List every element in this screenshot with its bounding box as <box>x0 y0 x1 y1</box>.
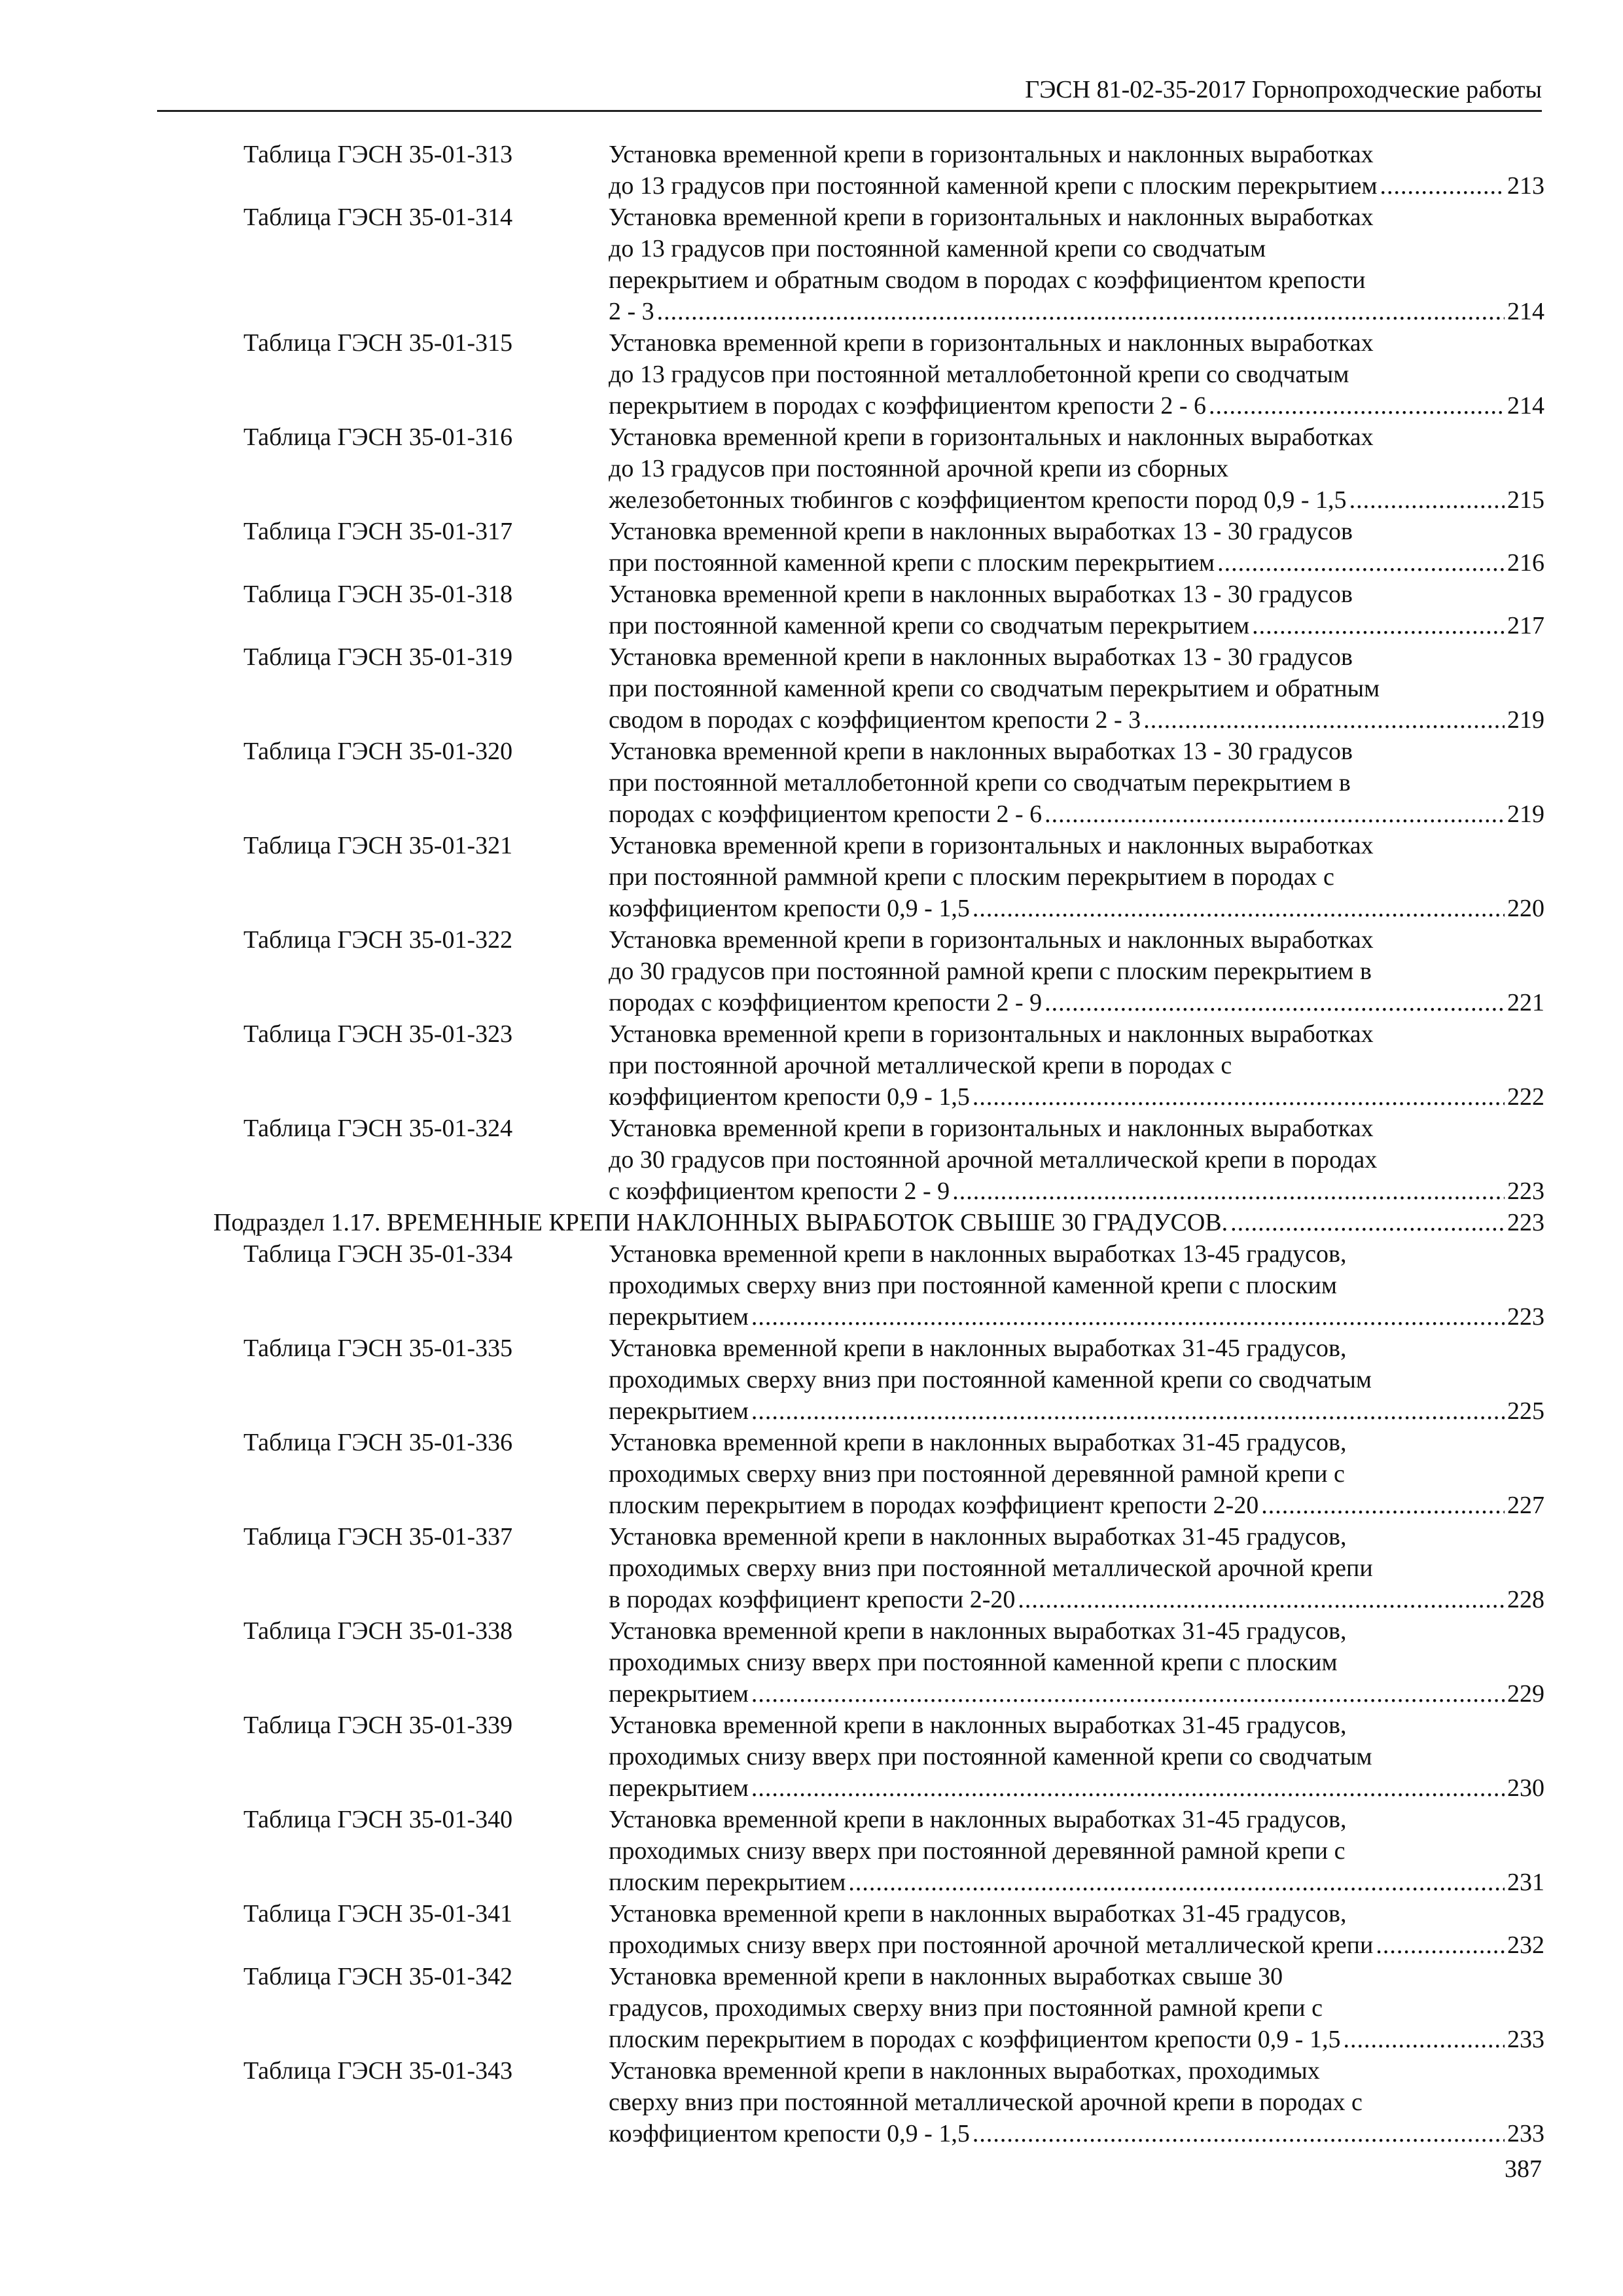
entry-text-line: перекрытием <box>609 1774 749 1802</box>
toc-entry[interactable] <box>0 1113 1623 1207</box>
entry-label: Таблица ГЭСН 35-01-338 <box>243 1617 513 1645</box>
entry-label: Таблица ГЭСН 35-01-319 <box>243 643 513 671</box>
dot-leader <box>1044 798 1505 830</box>
toc-entry[interactable] <box>0 641 1623 736</box>
entry-description <box>609 1521 1544 1615</box>
entry-description <box>609 1018 1544 1113</box>
toc-entry[interactable] <box>0 516 1623 579</box>
entry-label: Таблица ГЭСН 35-01-317 <box>243 518 513 545</box>
entry-page-number: 227 <box>1507 1492 1544 1519</box>
entry-description <box>609 1804 1544 1898</box>
toc-entry[interactable] <box>0 202 1623 327</box>
entry-label: Таблица ГЭСН 35-01-318 <box>243 581 513 608</box>
dot-leader <box>751 1395 1505 1427</box>
entry-text-line: Установка временной крепи в горизонтальных и наклонных выработках <box>609 423 1374 451</box>
entry-last-line <box>609 610 1544 641</box>
toc-entry[interactable] <box>0 1710 1623 1804</box>
entry-description <box>609 924 1544 1018</box>
entry-text-line: Установка временной крепи в наклонных выработках 31-45 градусов, <box>609 1429 1347 1456</box>
entry-text-line: плоским перекрытием в породах коэффициент крепости 2-20 <box>609 1492 1259 1519</box>
entry-last-line <box>609 170 1544 202</box>
entry-page-number: 231 <box>1507 1869 1544 1896</box>
entry-last-line <box>609 2024 1544 2055</box>
entry-text-line: Установка временной крепи в наклонных выработках 31-45 градусов, <box>609 1523 1347 1551</box>
entry-text-line: перекрытием <box>609 1303 749 1331</box>
entry-description <box>609 422 1544 516</box>
entry-text-line: Установка временной крепи в наклонных выработках 13 - 30 градусов <box>609 738 1353 765</box>
entry-last-line <box>609 1301 1544 1333</box>
toc-entry[interactable] <box>0 1333 1623 1427</box>
entry-text-line: плоским перекрытием в породах с коэффициентом крепости 0,9 - 1,5 <box>609 2026 1341 2053</box>
toc-entry[interactable] <box>0 1521 1623 1615</box>
entry-text-line: при постоянной металлобетонной крепи со сводчатым перекрытием в <box>609 769 1351 797</box>
entry-text-line: при постоянной каменной крепи с плоским перекрытием <box>609 549 1215 577</box>
entry-label: Таблица ГЭСН 35-01-340 <box>243 1806 513 1833</box>
entry-text-line: проходимых сверху вниз при постоянной каменной крепи со сводчатым <box>609 1366 1372 1393</box>
dot-leader <box>1349 484 1505 516</box>
dot-leader <box>751 1678 1505 1710</box>
toc-group-a <box>0 139 1623 1207</box>
dot-leader <box>751 1301 1505 1333</box>
dot-leader <box>1044 987 1505 1018</box>
entry-label: Таблица ГЭСН 35-01-334 <box>243 1240 513 1268</box>
entry-text-line: Установка временной крепи в горизонтальных и наклонных выработках <box>609 204 1374 231</box>
entry-text-line: Установка временной крепи в наклонных выработках 31-45 градусов, <box>609 1806 1347 1833</box>
entry-text-line: Установка временной крепи в горизонтальных и наклонных выработках <box>609 926 1374 954</box>
entry-text-line: сверху вниз при постоянной металлической арочной крепи в породах с <box>609 2089 1363 2116</box>
entry-last-line <box>609 1490 1544 1521</box>
entry-text-line: проходимых снизу вверх при постоянной каменной крепи с плоским <box>609 1649 1338 1676</box>
entry-description <box>609 1427 1544 1521</box>
dot-leader <box>1343 2024 1505 2055</box>
entry-text-line: Установка временной крепи в наклонных выработках 31-45 градусов, <box>609 1617 1347 1645</box>
entry-text-line: проходимых снизу вверх при постоянной деревянной рамной крепи с <box>609 1837 1346 1865</box>
entry-last-line <box>609 2118 1544 2149</box>
toc-entry[interactable] <box>0 830 1623 924</box>
entry-description <box>609 579 1544 641</box>
header-title: ГЭСН 81-02-35-2017 Горнопроходческие работы <box>1025 76 1542 103</box>
entry-text-line: Установка временной крепи в горизонтальных и наклонных выработках <box>609 1020 1374 1048</box>
entry-page-number: 214 <box>1507 298 1544 325</box>
dot-leader <box>1217 547 1505 579</box>
entry-label: Таблица ГЭСН 35-01-342 <box>243 1963 513 1990</box>
entry-page-number: 219 <box>1507 800 1544 828</box>
entry-last-line <box>609 987 1544 1018</box>
subsection-page: 223 <box>1507 1209 1544 1236</box>
entry-page-number: 216 <box>1507 549 1544 577</box>
toc-group-b <box>0 1238 1623 2149</box>
toc-entry[interactable] <box>0 1615 1623 1710</box>
entry-text-line: градусов, проходимых сверху вниз при постоянной рамной крепи с <box>609 1994 1323 2022</box>
entry-text-line: Установка временной крепи в наклонных выработках 31-45 градусов, <box>609 1335 1347 1362</box>
entry-text-line: до 13 градусов при постоянной металлобетонной крепи со сводчатым <box>609 361 1349 388</box>
entry-page-number: 233 <box>1507 2026 1544 2053</box>
page-number: 387 <box>1505 2155 1542 2183</box>
entry-last-line <box>609 893 1544 924</box>
entry-last-line <box>609 1867 1544 1898</box>
toc-entry[interactable] <box>0 327 1623 422</box>
entry-text-line: при постоянной каменной крепи со сводчатым перекрытием и обратным <box>609 675 1380 702</box>
dot-leader <box>1230 1207 1505 1238</box>
dot-leader <box>657 296 1505 327</box>
subsection-entry[interactable] <box>213 1207 1544 1238</box>
entry-text-line: Установка временной крепи в наклонных выработках 31-45 градусов, <box>609 1900 1347 1928</box>
entry-description <box>609 830 1544 924</box>
entry-text-line: породах с коэффициентом крепости 2 - 9 <box>609 989 1043 1016</box>
toc-entry[interactable] <box>0 1898 1623 1961</box>
entry-text-line: до 30 градусов при постоянной арочной металлической крепи в породах <box>609 1146 1378 1174</box>
entry-label: Таблица ГЭСН 35-01-315 <box>243 329 513 357</box>
entry-page-number: 232 <box>1507 1931 1544 1959</box>
entry-text-line: коэффициентом крепости 0,9 - 1,5 <box>609 1083 970 1111</box>
dot-leader <box>972 2118 1505 2149</box>
dot-leader <box>1209 390 1505 422</box>
toc-entry[interactable] <box>0 422 1623 516</box>
entry-text-line: Установка временной крепи в наклонных выработках 13 - 30 градусов <box>609 581 1353 608</box>
entry-text-line: перекрытием и обратным сводом в породах с коэффициентом крепости <box>609 266 1366 294</box>
entry-description <box>609 327 1544 422</box>
entry-text-line: плоским перекрытием <box>609 1869 846 1896</box>
toc-entry[interactable] <box>0 1961 1623 2055</box>
entry-description <box>609 139 1544 202</box>
entry-last-line <box>609 1772 1544 1804</box>
entry-label: Таблица ГЭСН 35-01-313 <box>243 141 513 168</box>
entry-description <box>609 736 1544 830</box>
dot-leader <box>952 1175 1505 1207</box>
entry-text-line: проходимых снизу вверх при постоянной каменной крепи со сводчатым <box>609 1743 1372 1770</box>
entry-last-line <box>609 1395 1544 1427</box>
entry-text-line: перекрытием в породах с коэффициентом крепости 2 - 6 <box>609 392 1206 420</box>
dot-leader <box>1252 610 1505 641</box>
entry-label: Таблица ГЭСН 35-01-337 <box>243 1523 513 1551</box>
entry-text-line: Установка временной крепи в наклонных выработках, проходимых <box>609 2057 1320 2085</box>
entry-page-number: 213 <box>1507 172 1544 200</box>
entry-label: Таблица ГЭСН 35-01-316 <box>243 423 513 451</box>
toc-entry[interactable] <box>0 1238 1623 1333</box>
dot-leader <box>1018 1584 1505 1615</box>
entry-description <box>609 641 1544 736</box>
entry-text-line: при постоянной арочной металлической крепи в породах с <box>609 1052 1232 1079</box>
entry-text-line: проходимых сверху вниз при постоянной деревянной рамной крепи с <box>609 1460 1345 1488</box>
entry-label: Таблица ГЭСН 35-01-324 <box>243 1115 513 1142</box>
subsection-title: Подраздел 1.17. ВРЕМЕННЫЕ КРЕПИ НАКЛОННЫХ ВЫРАБОТОК СВЫШЕ 30 ГРАДУСОВ. <box>213 1209 1228 1236</box>
entry-last-line <box>609 547 1544 579</box>
entry-text-line: Установка временной крепи в наклонных выработках 31-45 градусов, <box>609 1712 1347 1739</box>
entry-description <box>609 1238 1544 1333</box>
entry-text-line: Установка временной крепи в наклонных выработках свыше 30 <box>609 1963 1283 1990</box>
entry-last-line <box>609 704 1544 736</box>
entry-text-line: с коэффициентом крепости 2 - 9 <box>609 1177 950 1205</box>
entry-text-line: Установка временной крепи в наклонных выработках 13-45 градусов, <box>609 1240 1347 1268</box>
entry-label: Таблица ГЭСН 35-01-314 <box>243 204 513 231</box>
entry-last-line <box>609 1929 1544 1961</box>
entry-text-line: проходимых сверху вниз при постоянной металлической арочной крепи <box>609 1554 1373 1582</box>
entry-label: Таблица ГЭСН 35-01-322 <box>243 926 513 954</box>
entry-description <box>609 1333 1544 1427</box>
entry-label: Таблица ГЭСН 35-01-341 <box>243 1900 513 1928</box>
dot-leader <box>751 1772 1505 1804</box>
entry-text-line: проходимых сверху вниз при постоянной каменной крепи с плоским <box>609 1272 1337 1299</box>
entry-text-line: проходимых снизу вверх при постоянной арочной металлической крепи <box>609 1931 1374 1959</box>
entry-description <box>609 1113 1544 1207</box>
entry-text-line: до 13 градусов при постоянной каменной крепи со сводчатым <box>609 235 1266 262</box>
entry-description <box>609 1961 1544 2055</box>
entry-text-line: Установка временной крепи в наклонных выработках 13 - 30 градусов <box>609 518 1353 545</box>
entry-last-line <box>609 296 1544 327</box>
entry-text-line: 2 - 3 <box>609 298 654 325</box>
entry-page-number: 225 <box>1507 1397 1544 1425</box>
entry-description <box>609 1710 1544 1804</box>
entry-text-line: в породах коэффициент крепости 2-20 <box>609 1586 1016 1613</box>
entry-label: Таблица ГЭСН 35-01-343 <box>243 2057 513 2085</box>
toc-entry[interactable] <box>0 1804 1623 1898</box>
table-of-contents <box>0 139 1623 2149</box>
entry-text-line: Установка временной крепи в горизонтальных и наклонных выработках <box>609 329 1374 357</box>
entry-description <box>609 1898 1544 1961</box>
entry-description <box>609 2055 1544 2149</box>
running-header <box>157 69 1542 112</box>
entry-text-line: до 30 градусов при постоянной рамной крепи с плоским перекрытием в <box>609 958 1372 985</box>
entry-text-line: при постоянной каменной крепи со сводчатым перекрытием <box>609 612 1250 639</box>
entry-label: Таблица ГЭСН 35-01-320 <box>243 738 513 765</box>
dot-leader <box>1143 704 1505 736</box>
entry-last-line <box>609 798 1544 830</box>
entry-last-line <box>609 1584 1544 1615</box>
toc-entry[interactable] <box>0 1427 1623 1521</box>
entry-last-line <box>609 1678 1544 1710</box>
toc-entry[interactable] <box>0 2055 1623 2149</box>
entry-text-line: перекрытием <box>609 1397 749 1425</box>
entry-text-line: до 13 градусов при постоянной каменной крепи с плоским перекрытием <box>609 172 1378 200</box>
entry-page-number: 221 <box>1507 989 1544 1016</box>
entry-label: Таблица ГЭСН 35-01-336 <box>243 1429 513 1456</box>
entry-label: Таблица ГЭСН 35-01-339 <box>243 1712 513 1739</box>
entry-text-line: сводом в породах с коэффициентом крепости 2 - 3 <box>609 706 1141 734</box>
entry-label: Таблица ГЭСН 35-01-321 <box>243 832 513 859</box>
toc-entry[interactable] <box>0 924 1623 1018</box>
entry-text-line: коэффициентом крепости 0,9 - 1,5 <box>609 2120 970 2147</box>
entry-page-number: 229 <box>1507 1680 1544 1708</box>
toc-entry[interactable] <box>0 139 1623 202</box>
entry-label: Таблица ГЭСН 35-01-323 <box>243 1020 513 1048</box>
entry-description <box>609 202 1544 327</box>
entry-page-number: 222 <box>1507 1083 1544 1111</box>
entry-text-line: железобетонных тюбингов с коэффициентом крепости пород 0,9 - 1,5 <box>609 486 1347 514</box>
entry-text-line: Установка временной крепи в горизонтальных и наклонных выработках <box>609 832 1374 859</box>
entry-last-line <box>609 1175 1544 1207</box>
entry-page-number: 217 <box>1507 612 1544 639</box>
dot-leader <box>1380 170 1505 202</box>
entry-page-number: 233 <box>1507 2120 1544 2147</box>
toc-entry[interactable] <box>0 1018 1623 1113</box>
dot-leader <box>1376 1929 1505 1961</box>
entry-last-line <box>609 484 1544 516</box>
entry-page-number: 220 <box>1507 895 1544 922</box>
entry-page-number: 219 <box>1507 706 1544 734</box>
entry-page-number: 214 <box>1507 392 1544 420</box>
entry-page-number: 223 <box>1507 1177 1544 1205</box>
dot-leader <box>1261 1490 1505 1521</box>
entry-text-line: породах с коэффициентом крепости 2 - 6 <box>609 800 1043 828</box>
entry-label: Таблица ГЭСН 35-01-335 <box>243 1335 513 1362</box>
toc-entry[interactable] <box>0 579 1623 641</box>
entry-text-line: при постоянной раммной крепи с плоским перекрытием в породах с <box>609 863 1334 891</box>
entry-text-line: Установка временной крепи в наклонных выработках 13 - 30 градусов <box>609 643 1353 671</box>
dot-leader <box>848 1867 1505 1898</box>
dot-leader <box>972 893 1505 924</box>
entry-page-number: 215 <box>1507 486 1544 514</box>
entry-text-line: коэффициентом крепости 0,9 - 1,5 <box>609 895 970 922</box>
entry-page-number: 230 <box>1507 1774 1544 1802</box>
entry-text-line: Установка временной крепи в горизонтальных и наклонных выработках <box>609 141 1374 168</box>
entry-description <box>609 1615 1544 1710</box>
entry-text-line: перекрытием <box>609 1680 749 1708</box>
entry-last-line <box>609 1081 1544 1113</box>
entry-last-line <box>609 390 1544 422</box>
entry-page-number: 228 <box>1507 1586 1544 1613</box>
entry-page-number: 223 <box>1507 1303 1544 1331</box>
dot-leader <box>972 1081 1505 1113</box>
entry-description <box>609 516 1544 579</box>
entry-text-line: до 13 градусов при постоянной арочной крепи из сборных <box>609 455 1229 482</box>
toc-entry[interactable] <box>0 736 1623 830</box>
entry-text-line: Установка временной крепи в горизонтальных и наклонных выработках <box>609 1115 1374 1142</box>
